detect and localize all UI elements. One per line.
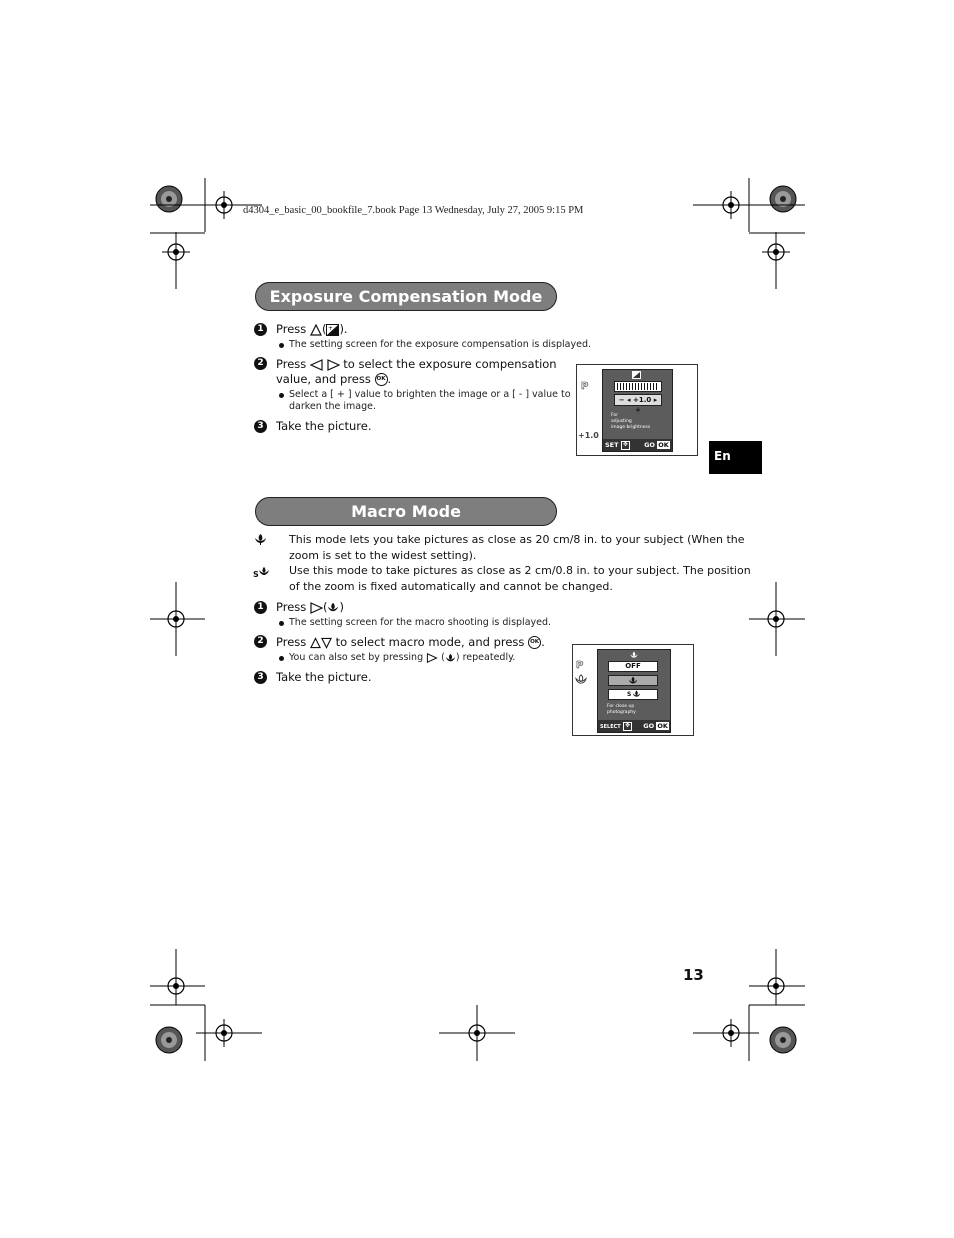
right-arrow-icon [310, 602, 323, 614]
macro-icon [632, 690, 641, 698]
macro-icon [327, 602, 339, 613]
go-label: GO [644, 441, 655, 449]
macro-option-off: OFF [608, 661, 658, 672]
macro-step-1: Press ( ) [276, 600, 344, 614]
exposure-step-1-note: The setting screen for the exposure compensation is displayed. [289, 339, 592, 350]
screen-hint [611, 413, 650, 431]
exposure-step-2 [276, 357, 557, 387]
screen-footer [598, 720, 670, 732]
svg-text:+: + [328, 324, 334, 332]
down-arrow-icon [321, 637, 332, 649]
step-number-1: 1 [254, 601, 267, 614]
svg-text:S: S [253, 570, 259, 578]
step-number-3: 3 [254, 671, 267, 684]
step-text: Press [276, 600, 307, 614]
macro-icon [629, 651, 639, 659]
step-text-end: ) [339, 600, 344, 614]
macro-step-1-note: The setting screen for the macro shooting is displayed. [289, 617, 552, 628]
step-text: Press [276, 635, 307, 649]
screen-footer [603, 439, 672, 451]
step-text: to select macro mode, and press [335, 635, 525, 649]
macro-lcd [597, 649, 671, 733]
exposure-compensation-icon [326, 324, 339, 336]
language-tab: En [709, 441, 762, 474]
macro-option-macro [608, 675, 658, 686]
set-label: SET [605, 441, 619, 449]
file-header: d4304_e_basic_00_bookfile_7.book Page 13 Wednesday, July 27, 2005 9:15 PM [243, 205, 584, 216]
desc-line: zoom is set to the widest setting). [289, 549, 477, 562]
hint-line: photography [607, 710, 636, 715]
hint-line: image brightness [611, 425, 651, 430]
up-arrow-icon [310, 637, 321, 649]
go-label: GO [643, 722, 655, 730]
up-arrow-icon [310, 324, 322, 336]
note-text: You can also set by pressing [289, 652, 424, 663]
plus-label: + [635, 406, 641, 414]
bullet [279, 621, 284, 626]
exposure-step-1: Press ( + ). [276, 322, 348, 336]
ok-button-icon: OK [375, 373, 388, 386]
note-line: darken the image. [289, 401, 377, 412]
macro-icon [628, 676, 638, 685]
macro-screen-illustration [572, 644, 694, 736]
super-macro-icon [253, 565, 270, 578]
step-text: . [541, 635, 545, 649]
super-label: S [627, 691, 632, 698]
macro-icon [445, 653, 456, 663]
exposure-step-2-note [289, 389, 571, 413]
macro-section-title: Macro Mode [255, 497, 557, 526]
ok-label: OK [657, 722, 668, 730]
macro-step-2 [276, 635, 545, 650]
select-label: SELECT [600, 724, 621, 730]
desc-line: Use this mode to take pictures as close as 2 cm/0.8 in. to your subject. The position [289, 564, 751, 577]
macro-description-2 [289, 563, 751, 595]
hint-line: For [611, 413, 619, 418]
step-text: . [387, 372, 392, 386]
exposure-value-indicator: +1.0 [578, 431, 599, 440]
desc-line: of the zoom is fixed automatically and cannot be changed. [289, 580, 613, 593]
macro-indicator-icon [575, 674, 587, 685]
ok-button-icon: OK [528, 636, 541, 649]
exposure-value-selector: − ◂ +1.0 ▸ + [614, 394, 662, 406]
step-number-3: 3 [254, 420, 267, 433]
screen-hint [607, 704, 636, 716]
right-arrow-icon [327, 359, 340, 371]
step-text: Press [276, 322, 307, 336]
exposure-step-3: Take the picture. [276, 419, 372, 433]
ok-label: OK [658, 441, 669, 449]
step-number-2: 2 [254, 635, 267, 648]
hint-line: For close up [607, 704, 635, 709]
step-text: value, and press [276, 372, 371, 386]
mode-indicator: P [581, 381, 589, 392]
left-arrow-icon [310, 359, 323, 371]
minus-label: − [618, 396, 625, 404]
macro-option-super-macro [608, 689, 658, 700]
step-text: to select the exposure compensation [343, 357, 557, 371]
note-line: Select a [ + ] value to brighten the image or a [ - ] value to [289, 389, 571, 400]
page-number: 13 [683, 966, 704, 984]
step-number-2: 2 [254, 357, 267, 370]
bullet [279, 343, 284, 348]
macro-icon [254, 533, 267, 545]
exposure-section-title: Exposure Compensation Mode [255, 282, 557, 311]
value-label: +1.0 [633, 396, 652, 404]
dpad-icon: ✥ [624, 721, 630, 729]
step-text: Press [276, 357, 307, 371]
step-text-end: ). [339, 322, 348, 336]
dpad-icon: ✥ [622, 440, 628, 448]
bullet [279, 393, 284, 398]
right-arrow-icon [426, 653, 438, 663]
exposure-compensation-icon [632, 371, 641, 379]
desc-line: This mode lets you take pictures as close as 20 cm/8 in. to your subject (When the [289, 533, 745, 546]
step-number-1: 1 [254, 323, 267, 336]
note-text: ) repeatedly. [455, 652, 516, 663]
exposure-lcd [602, 369, 673, 452]
brightness-scale [614, 381, 662, 392]
macro-step-2-note: You can also set by pressing ( ) repeatedly. [289, 652, 516, 663]
hint-line: adjusting [611, 419, 632, 424]
macro-step-3: Take the picture. [276, 670, 372, 684]
mode-indicator: P [576, 660, 584, 671]
macro-description-1 [289, 532, 745, 564]
bullet [279, 656, 284, 661]
exposure-screen-illustration [576, 364, 698, 456]
